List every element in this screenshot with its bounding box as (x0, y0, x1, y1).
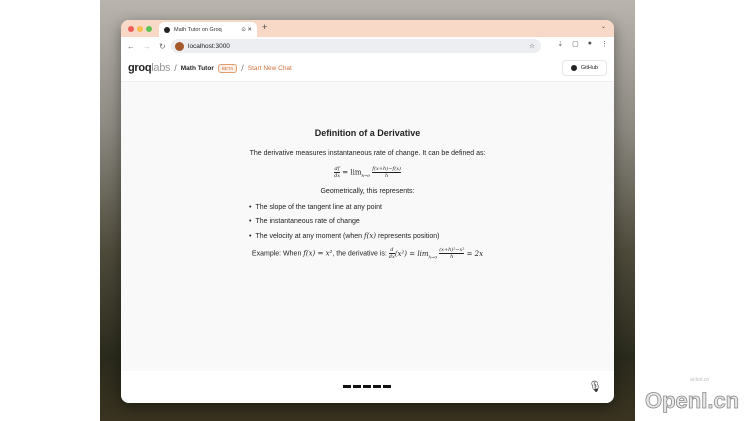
browser-window (121, 20, 614, 403)
profile-avatar-icon[interactable]: ● (587, 40, 592, 47)
example-d-num: d (390, 247, 394, 254)
extension-icon[interactable]: ⇣ (557, 41, 564, 48)
list-item: • The slope of the tangent line at any point (249, 204, 614, 211)
example-fx: f(x) = x² (303, 249, 333, 258)
menu-kebab-icon[interactable]: ⋮ (601, 41, 608, 48)
microphone-icon[interactable]: 🎙 (588, 381, 602, 393)
lhs-numerator: df (334, 166, 340, 173)
answer-title: Definition of a Derivative (314, 128, 421, 138)
bullet3-math: f(x) (364, 232, 377, 241)
site-info-icon[interactable] (175, 42, 184, 51)
lim-text: = lim (342, 168, 362, 177)
bullet3-pre: The velocity at any moment (when (255, 233, 365, 241)
breadcrumb-separator: / (241, 63, 244, 73)
close-tab-icon[interactable]: ⊙ ✕ (241, 26, 252, 33)
example-x2: (x²) = lim (394, 249, 429, 258)
watermark-logo: OpenI.cn (645, 388, 740, 413)
url-text: localhost:3000 (188, 42, 230, 50)
logo-main: groq (128, 62, 152, 74)
app-header (121, 55, 614, 82)
url-bar[interactable] (171, 39, 541, 53)
watermark-sub: ai-bot.cn (690, 377, 710, 383)
favicon-icon (164, 27, 170, 33)
list-item: • The instantaneous rate of change (249, 218, 614, 225)
list-item (249, 232, 614, 240)
input-footer (121, 371, 614, 403)
derivative-formula (121, 166, 614, 179)
close-window-button[interactable] (128, 26, 134, 32)
example-text (121, 247, 614, 260)
tab-title: Math Tutor on Groq (174, 26, 222, 33)
example-pre: Example: When (251, 250, 304, 258)
breadcrumb-math-tutor[interactable]: Math Tutor (180, 64, 214, 72)
lim-subscript: h→0 (361, 172, 370, 178)
example-den: h (450, 254, 454, 261)
browser-tab[interactable] (159, 22, 257, 37)
intro-text: The derivative measures instantaneous rate of change. It can be defined as: (249, 150, 486, 157)
example-mid: , the derivative is: (332, 250, 389, 258)
bullet3-post: represents position) (376, 233, 440, 241)
example-num: (x+h)²−x² (439, 247, 465, 254)
logo-sub: labs (151, 62, 171, 74)
example-d-den: dx (388, 254, 395, 261)
rhs-denominator: h (384, 173, 389, 180)
forward-icon[interactable]: → (143, 41, 151, 51)
reload-icon[interactable]: ↻ (159, 41, 166, 51)
rhs-numerator: f(x+h)−f(x) (372, 166, 401, 173)
geometric-text: Geometrically, this represents: (320, 188, 415, 196)
tab-bar (121, 20, 614, 37)
bookmark-star-icon[interactable]: ☆ (529, 43, 535, 50)
start-new-chat-link[interactable]: Start New Chat (247, 64, 292, 72)
extensions-puzzle-icon[interactable]: ▢ (572, 41, 579, 48)
address-bar-row (121, 37, 614, 55)
lhs-denominator: dx (334, 173, 341, 180)
example-result: = 2x (466, 249, 484, 258)
github-button[interactable] (562, 60, 607, 76)
loading-indicator (343, 385, 391, 388)
github-icon (571, 65, 577, 71)
chat-content (121, 82, 614, 371)
groq-labs-logo[interactable] (128, 62, 170, 74)
bullet-list (249, 204, 614, 240)
minimize-window-button[interactable] (137, 26, 143, 32)
example-sub: h→0 (428, 254, 437, 260)
back-icon[interactable]: ← (127, 41, 135, 51)
tab-search-icon[interactable]: ⌄ (600, 24, 606, 30)
new-tab-button[interactable]: + (262, 22, 268, 32)
github-label: GitHub (580, 65, 598, 71)
beta-badge: BETA (218, 64, 237, 73)
breadcrumb-separator: / (174, 63, 177, 73)
maximize-window-button[interactable] (146, 26, 152, 32)
